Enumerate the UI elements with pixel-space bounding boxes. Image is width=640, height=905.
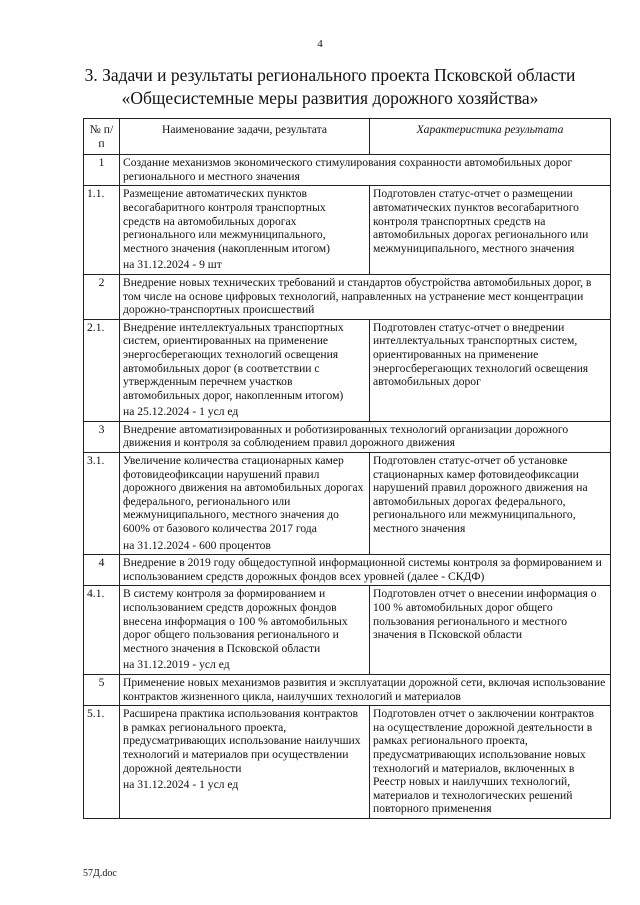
result-characteristic: Подготовлен статус-отчет об установке стационарных камер фотовидеофиксации нарушений правил дорожного движения на автомобильных дорогах федерального, регионального или межмуниципального, местного значения [370,453,611,555]
row-number: 3 [84,421,120,452]
row-number: 1.1. [84,186,120,275]
header-name: Наименование задачи, результата [120,119,370,155]
result-cell [120,586,370,675]
result-name: Размещение автоматических пунктов весогабаритного контроля транспортных средств на автомобильных дорогах регионального или межмуниципального, местного значения (накопленным итогом) [123,187,331,255]
result-deadline: на 31.12.2024 - 600 процентов [123,538,271,552]
row-number: 1 [84,155,120,186]
row-number: 4.1. [84,586,120,675]
task-row [84,274,611,319]
result-name: В систему контроля за формированием и использованием средств дорожных фондов внесена информация о 100 % автомобильных дорог общего пользования регионального и местного значения в Псковской области [123,587,348,655]
table-body [84,155,611,819]
task-row [84,555,611,586]
tasks-results-table [83,118,611,819]
task-name: Внедрение новых технических требований и стандартов обустройства автомобильных дорог, в том числе на основе цифровых технологий, направленных на устранение мест концентрации дорожно-транспортных происшествий [120,274,611,319]
result-row [84,453,611,555]
result-deadline: на 25.12.2024 - 1 усл ед [123,405,239,419]
task-row [84,421,611,452]
result-cell [120,706,370,819]
result-characteristic: Подготовлен отчет о внесении информация о 100 % автомобильных дорог общего пользования регионального и местного значения в Псковской области [370,586,611,675]
result-cell [120,453,370,555]
heading-line-1: 3. Задачи и результаты регионального проекта Псковской области [84,65,576,85]
result-characteristic: Подготовлен статус-отчет о внедрении интеллектуальных транспортных систем, ориентированных на применение энергосберегающих технологий освещения автомобильных дорог [370,319,611,421]
task-name: Создание механизмов экономического стимулирования сохранности автомобильных дорог регионального и местного значения [120,155,611,186]
task-row [84,155,611,186]
row-number: 3.1. [84,453,120,555]
result-row [84,586,611,675]
result-row [84,186,611,275]
result-cell [120,186,370,275]
row-number: 2 [84,274,120,319]
result-cell [120,319,370,421]
result-characteristic: Подготовлен отчет о заключении контрактов на осуществление дорожной деятельности в рамках регионального проекта, предусматривающих использование новых технологий и материалов, включенных в Реестр новых и наилучших технологий, материалов и технологических решений повторного применения [370,706,611,819]
result-deadline: на 31.12.2019 - усл ед [123,658,230,672]
result-name: Расширена практика использования контрактов в рамках регионального проекта, предусматривающих использование наилучших технологий и материалов при осуществлении дорожной деятельности [123,707,361,775]
row-number: 5 [84,674,120,705]
result-characteristic: Подготовлен статус-отчет о размещении автоматических пунктов весогабаритного контроля транспортных средств на автомобильных дорогах регионального или межмуниципального, местного значения [370,186,611,275]
result-name: Увеличение количества стационарных камер фотовидеофиксации нарушений правил дорожного движения на автомобильных дорогах федерального, регионального или межмуниципального, местного значения до 600% от базового количества 2017 года [123,454,364,536]
task-name: Применение новых механизмов развития и эксплуатации дорожной сети, включая использование контрактов жизненного цикла, наилучших технологий и материалов [120,674,611,705]
heading-line-2: «Общесистемные меры развития дорожного хозяйства» [121,88,539,108]
file-name-footer: 57Д.doc [83,868,117,879]
row-number: 5.1. [84,706,120,819]
result-name: Внедрение интеллектуальных транспортных систем, ориентированных на применение энергосберегающих технологий освещения автомобильных дорог (в соответствии с утвержденным перечнем участков автомобильных дорог, накопленным итогом) [123,320,344,402]
row-number: 2.1. [84,319,120,421]
task-name: Внедрение в 2019 году общедоступной информационной системы контроля за формированием и использованием средств дорожных фондов всех уровней (далее - СКДФ) [120,555,611,586]
result-row [84,319,611,421]
section-heading [60,64,600,110]
task-row [84,674,611,705]
result-row [84,706,611,819]
result-deadline: на 31.12.2024 - 1 усл ед [123,778,239,792]
header-characteristic: Характеристика результата [370,119,611,155]
table-header-row [84,119,611,155]
task-name: Внедрение автоматизированных и роботизированных технологий организации дорожного движения и контроля за соблюдением правил дорожного движения [120,421,611,452]
result-deadline: на 31.12.2024 - 9 шт [123,258,222,272]
header-num: № п/п [84,119,120,155]
row-number: 4 [84,555,120,586]
page-number: 4 [317,38,323,50]
